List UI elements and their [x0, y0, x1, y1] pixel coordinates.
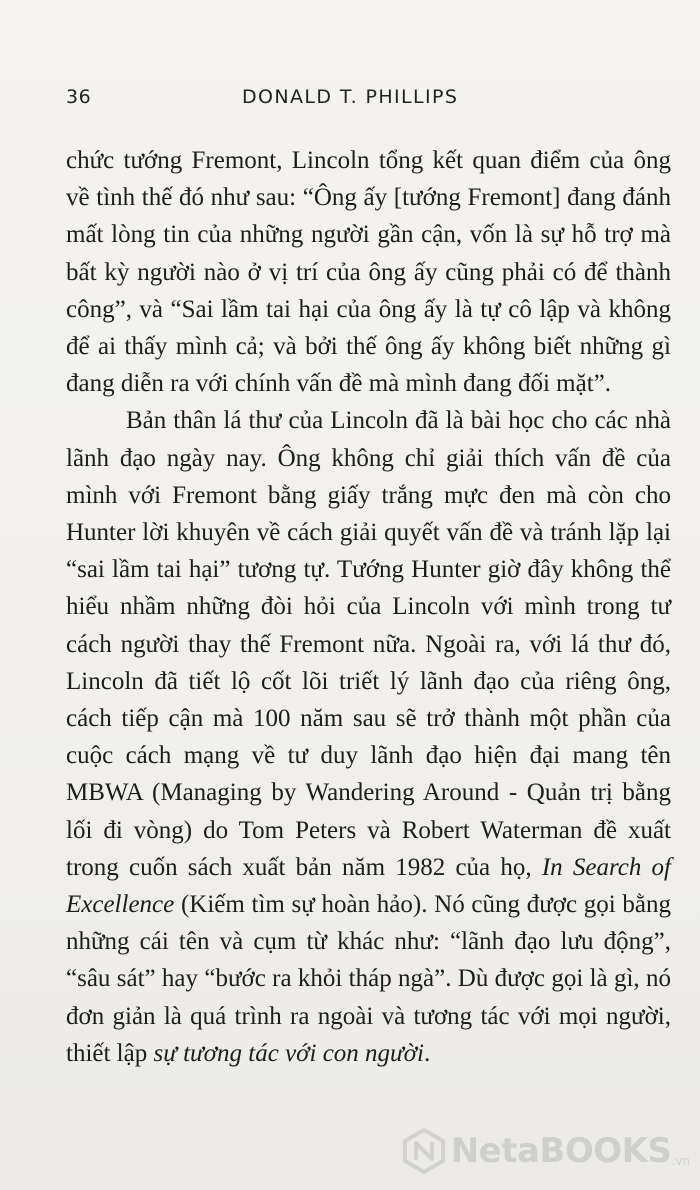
page-number: 36	[66, 86, 92, 108]
paragraph-2-text-b: (Kiếm tìm sự hoàn hảo). Nó cũng được gọi bằng những cái tên và cụm từ khác như: “lãnh đạo lưu động”, “sâu sát” hay “bước ra khỏi tháp ngà”. Dù được gọi là gì, nó đơn giản là quá trình ra ngoài và tương tác với mọi người, thiết lập	[66, 891, 671, 1067]
paragraph-2-text-a: Bản thân lá thư của Lincoln đã là bài học cho các nhà lãnh đạo ngày nay. Ông không chỉ giải thích vấn đề của mình với Fremont bằng giấy trắng mực đen mà còn cho Hunter lời khuyên về cách giải quyết vấn đề và tránh lặp lại “sai lầm tai hại” tương tự. Tướng Hunter giờ đây không thể hiểu nhầm những đòi hỏi của Lincoln với mình trong tư cách người thay thế Fremont nữa. Ngoài ra, với lá thư đó, Lincoln đã tiết lộ cốt lõi triết lý lãnh đạo của riêng ông, cách tiếp cận mà 100 năm sau sẽ trở thành một phần của cuộc cách mạng về tư duy lãnh đạo hiện đại mang tên MBWA (Managing by Wandering Around - Quản trị bằng lối đi vòng) do Tom Peters và Robert Waterman đề xuất trong cuốn sách xuất bản năm 1982 của họ,	[66, 407, 671, 881]
book-title: In Search of Excellence	[66, 853, 671, 919]
emphasis-phrase: sự tương tác với con người	[153, 1039, 424, 1067]
paragraph-2-text-c: .	[423, 1039, 431, 1067]
body-text	[66, 142, 671, 1072]
running-head: DONALD T. PHILLIPS	[242, 86, 459, 108]
watermark-suffix: .vn	[671, 1154, 690, 1168]
watermark	[401, 1128, 690, 1174]
watermark-text: NetaBOOKS	[450, 1131, 672, 1171]
paragraph-1: chức tướng Fremont, Lincoln tổng kết quan điểm của ông về tình thế đó như sau: “Ông ấy [tướng Fremont] đang đánh mất lòng tin của những người gần cận, vốn là sự hỗ trợ mà bất kỳ người nào ở vị trí của ông ấy cũng phải có để thành công”, và “Sai lầm tai hại của ông ấy là tự cô lập và không để ai thấy mình cả; và bởi thế ông ấy không biết những gì đang diễn ra với chính vấn đề mà mình đang đối mặt”.	[66, 147, 671, 398]
netabooks-logo-icon	[401, 1128, 447, 1174]
paragraph-2	[66, 402, 671, 1072]
page-header	[66, 86, 670, 116]
